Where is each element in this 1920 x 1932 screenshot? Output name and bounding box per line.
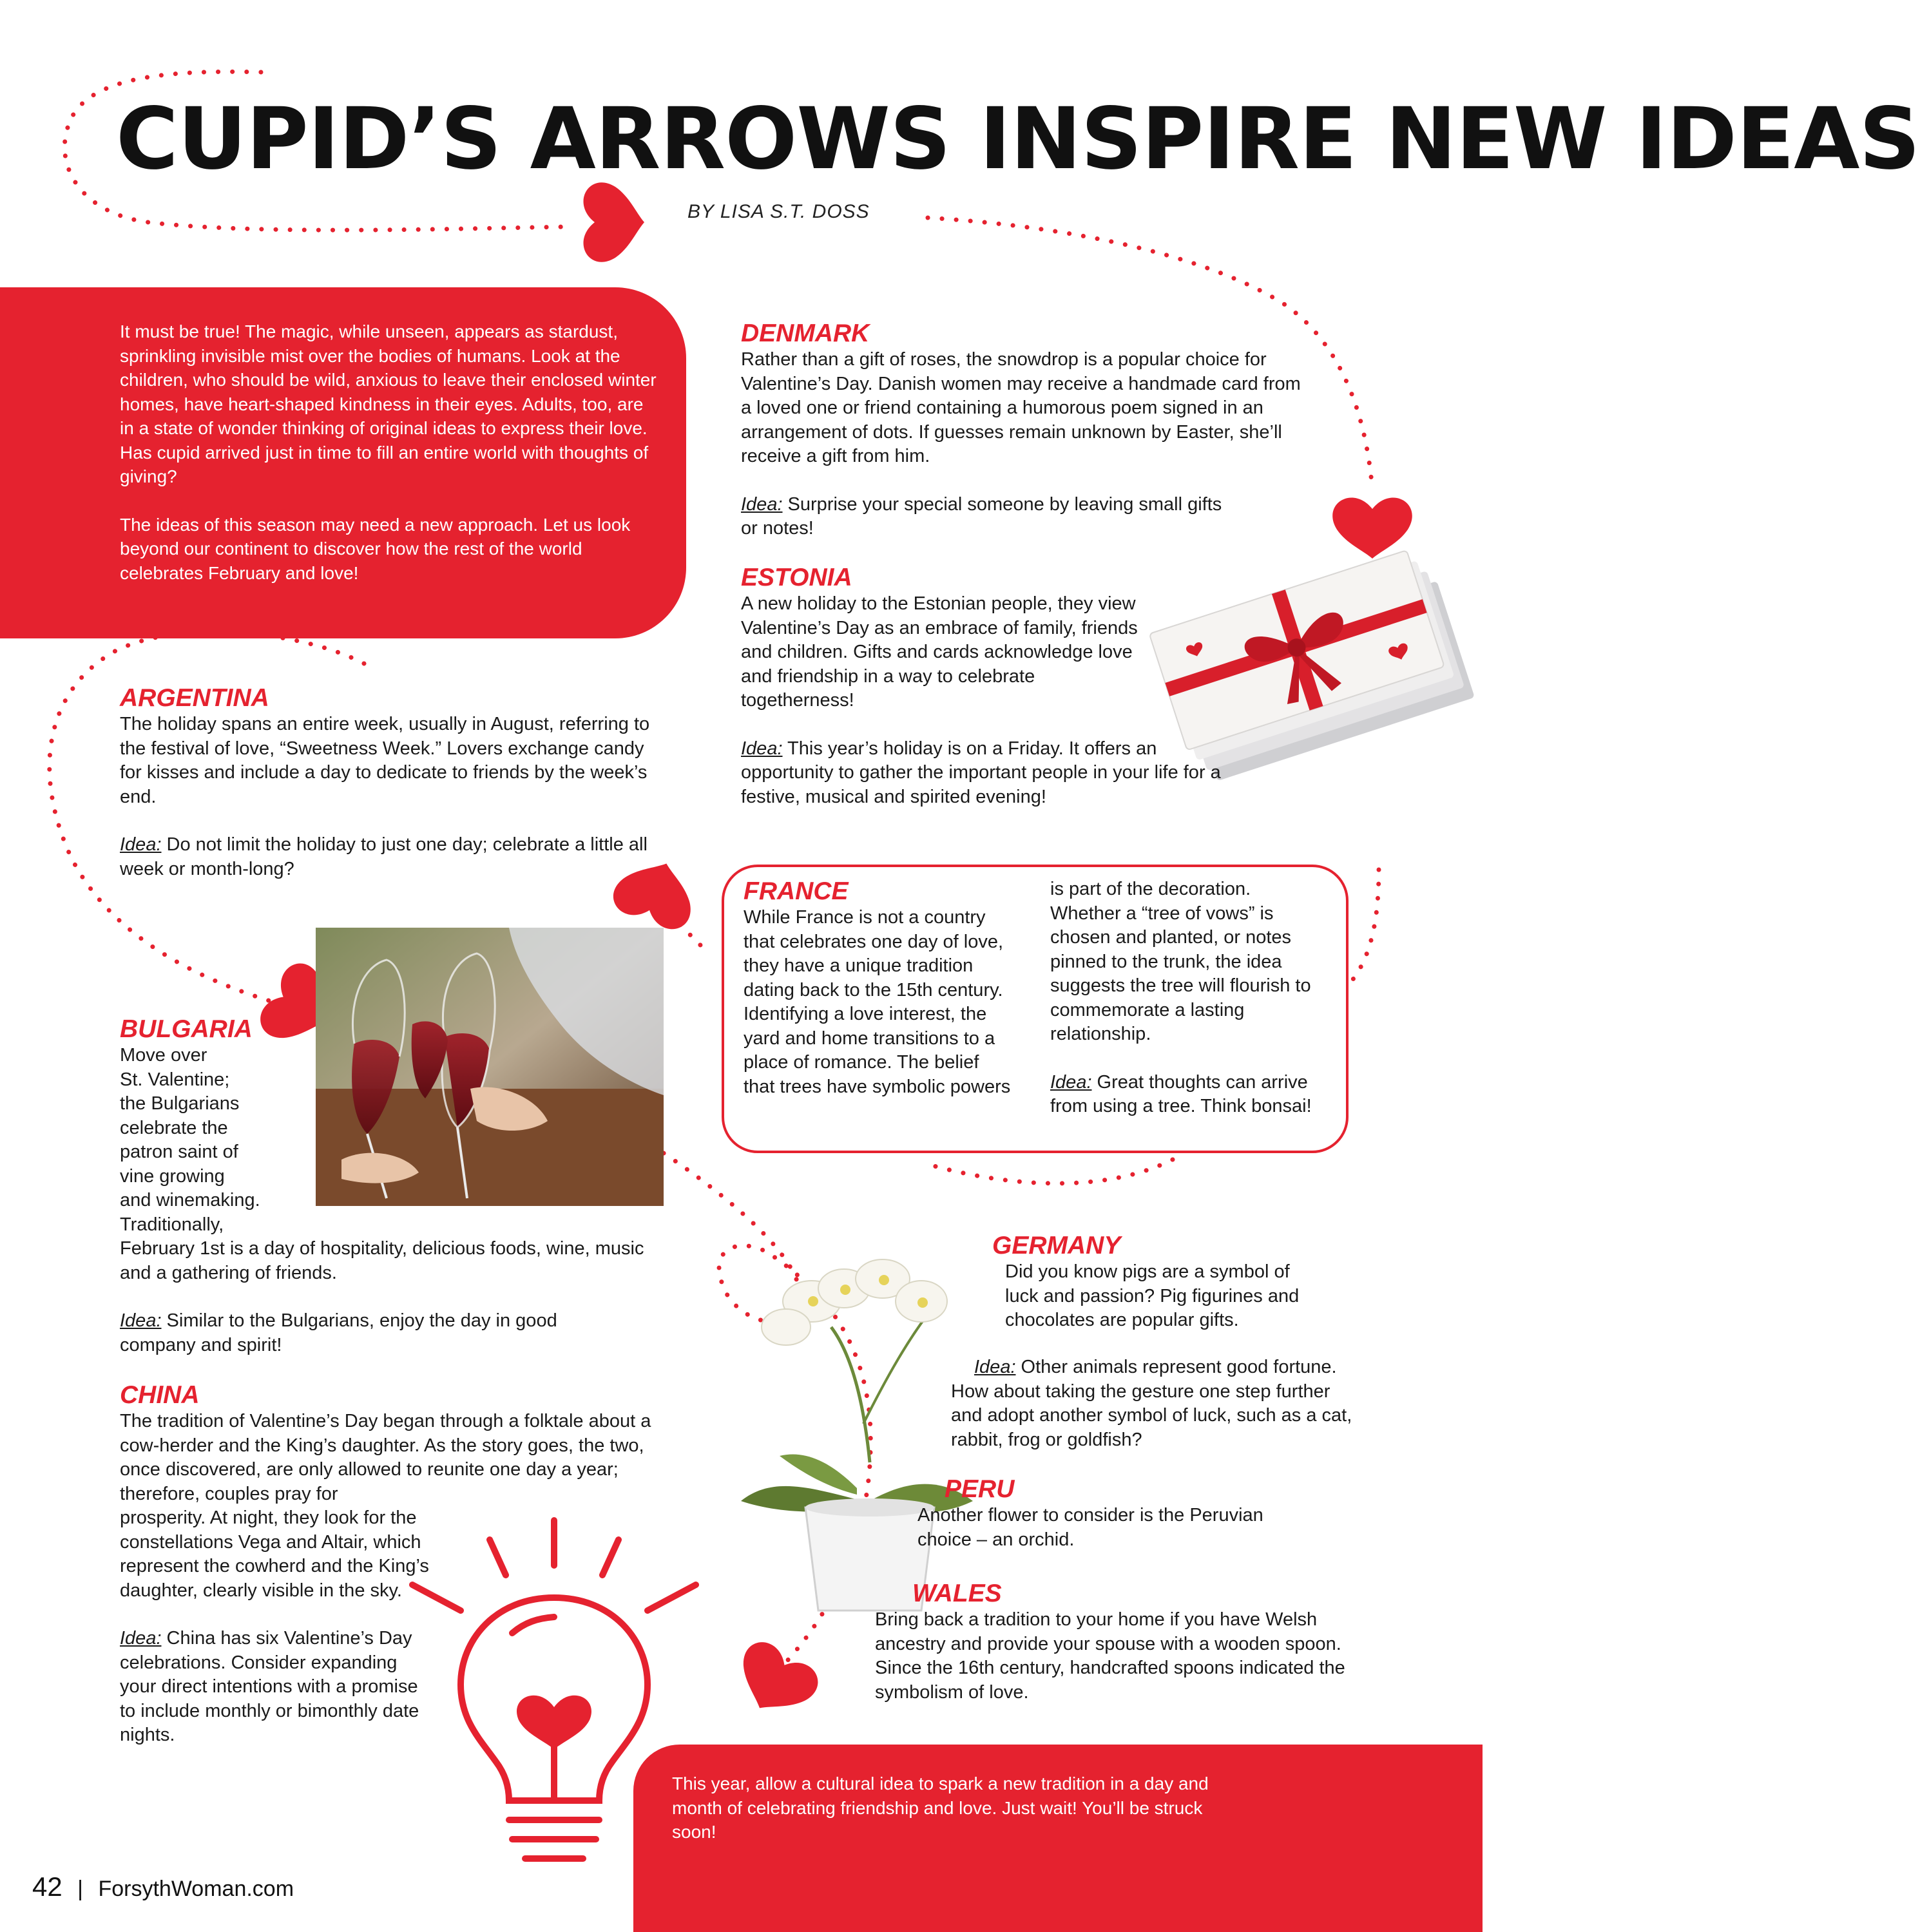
footer-separator: | (77, 1877, 84, 1901)
estonia-heading: ESTONIA (741, 564, 852, 591)
france-text-column-1: While France is not a country that celebrates one day of love, they have a unique tradition dating back to the 15th century. Identifying a love interest, the yard and home transitions to a place of romance. The belief that trees have symbolic powers (744, 907, 1011, 1097)
bulgaria-continued (120, 1237, 655, 1357)
peru-heading: PERU (945, 1475, 1015, 1503)
section-france (744, 877, 1014, 1099)
china-text: The tradition of Valentine’s Day began through a folktale about a cow-herder and the King’s daughter. As the story goes, the two, once discovered, are only allowed to reunite one day a year; therefore, couples pray for (120, 1411, 651, 1504)
idea-label: Idea: (741, 738, 783, 759)
wales-heading: WALES (912, 1580, 1002, 1607)
footer-site: ForsythWoman.com (98, 1877, 294, 1901)
article-byline: BY LISA S.T. DOSS (687, 201, 870, 222)
section-argentina (120, 684, 667, 881)
section-germany (992, 1232, 1353, 1357)
page-footer (32, 1871, 294, 1902)
orchid-plant-image (734, 1230, 979, 1617)
peru-text: Another flower to consider is the Peruvian choice – an orchid. (917, 1505, 1263, 1550)
france-idea: Idea: Great thoughts can arrive from using a tree. Think bonsai! (1050, 1071, 1312, 1116)
section-wales (875, 1580, 1345, 1705)
section-estonia (741, 564, 1237, 809)
china-heading: CHINA (120, 1381, 200, 1409)
article-title: CUPID’S ARROWS INSPIRE NEW IDEAS (116, 90, 1920, 189)
denmark-idea: Idea: Surprise your special someone by leaving small gifts or notes! (741, 493, 1222, 539)
bulgaria-text: February 1st is a day of hospitality, delicious foods, wine, music and a gathering of friends. (120, 1238, 644, 1283)
idea-label: Idea: (741, 493, 783, 515)
germany-idea: Idea: Other animals represent good fortune. How about taking the gesture one step further and adopt another symbol of luck, such as a cat, rabbit, frog or goldfish? (951, 1357, 1352, 1450)
china-text-continued: prosperity. At night, they look for the constellations Vega and Altair, which represent the cowherd and the King’s daughter, clearly visible in the sky. (120, 1507, 429, 1601)
estonia-idea: Idea: This year’s holiday is on a Friday. It offers an opportunity to gather the important people in your life for a festive, musical and spirited evening! (741, 738, 1221, 807)
denmark-heading: DENMARK (741, 320, 870, 347)
page-number: 42 (32, 1871, 62, 1902)
idea-label: Idea: (1050, 1071, 1092, 1093)
closing-text: This year, allow a cultural idea to spark a new tradition in a day and month of celebrating friendship and love. Just wait! You’ll be struck soon! (672, 1774, 1209, 1842)
argentina-text: The holiday spans an entire week, usually in August, referring to the festival of love, “Sweetness Week.” Lovers exchange candy for kisses and include a day to dedicate to friends by the week’s end. (120, 714, 650, 807)
section-denmark (741, 320, 1308, 541)
bulgaria-heading: BULGARIA (120, 1015, 253, 1043)
idea-label: Idea: (120, 834, 162, 855)
idea-label: Idea: (974, 1357, 1016, 1377)
estonia-text: A new holiday to the Estonian people, they view Valentine’s Day as an embrace of family, friends and children. Gifts and cards acknowledge love and friendship in a way to celebrate togetherness! (741, 593, 1138, 711)
idea-label: Idea: (120, 1628, 162, 1649)
denmark-text: Rather than a gift of roses, the snowdrop is a popular choice for Valentine’s Day. Danish women may receive a handmade card from a loved one or friend containing a humorous poem signed in an arrangement of dots. If guesses remain unknown by Easter, she’ll receive a gift from him. (741, 349, 1301, 466)
intro-paragraph-2: The ideas of this season may need a new approach. Let us look beyond our continent to discover how the rest of the world celebrates February and love! (120, 514, 631, 583)
germany-text: Did you know pigs are a symbol of luck and passion? Pig figurines and chocolates are popular gifts. (1005, 1261, 1300, 1330)
idea-label: Idea: (120, 1310, 162, 1331)
section-peru (917, 1475, 1330, 1552)
bulgaria-idea: Idea: Similar to the Bulgarians, enjoy the day in good company and spirit! (120, 1310, 557, 1355)
germany-idea-block (951, 1355, 1357, 1452)
france-text-column-2: is part of the decoration. Whether a “tree of vows” is chosen and planted, or notes pinned to the trunk, the idea suggests the tree will flourish to commemorate a lasting relationship. (1050, 879, 1311, 1044)
argentina-heading: ARGENTINA (120, 684, 269, 712)
france-column-2 (1050, 877, 1321, 1119)
bulgaria-text-narrow: Move over St. Valentine; the Bulgarians celebrate the patron saint of vine growing and winemaking. Traditionally, (120, 1045, 260, 1235)
china-idea: Idea: China has six Valentine’s Day celebrations. Consider expanding your direct intentions with a promise to include monthly or bimonthly date nights. (120, 1628, 419, 1745)
france-heading: FRANCE (744, 877, 849, 905)
section-bulgaria (120, 1015, 313, 1237)
intro-paragraph-1: It must be true! The magic, while unseen, appears as stardust, sprinkling invisible mist over the bodies of humans. Look at the children, who should be wild, anxious to leave their enclosed winter homes, have heart-shaped kindness in their eyes. Adults, too, are in a state of wonder thinking of original ideas to express their love. Has cupid arrived just in time to fill an entire world with thoughts of giving? (120, 321, 657, 486)
argentina-idea: Idea: Do not limit the holiday to just one day; celebrate a little all week or month-long? (120, 834, 648, 879)
wine-toast-photo (316, 928, 664, 1206)
germany-heading: GERMANY (992, 1232, 1121, 1259)
intro-text (120, 320, 661, 585)
wales-text: Bring back a tradition to your home if you have Welsh ancestry and provide your spouse with a wooden spoon. Since the 16th century, handcrafted spoons indicated the symbolism of love. (875, 1609, 1345, 1703)
